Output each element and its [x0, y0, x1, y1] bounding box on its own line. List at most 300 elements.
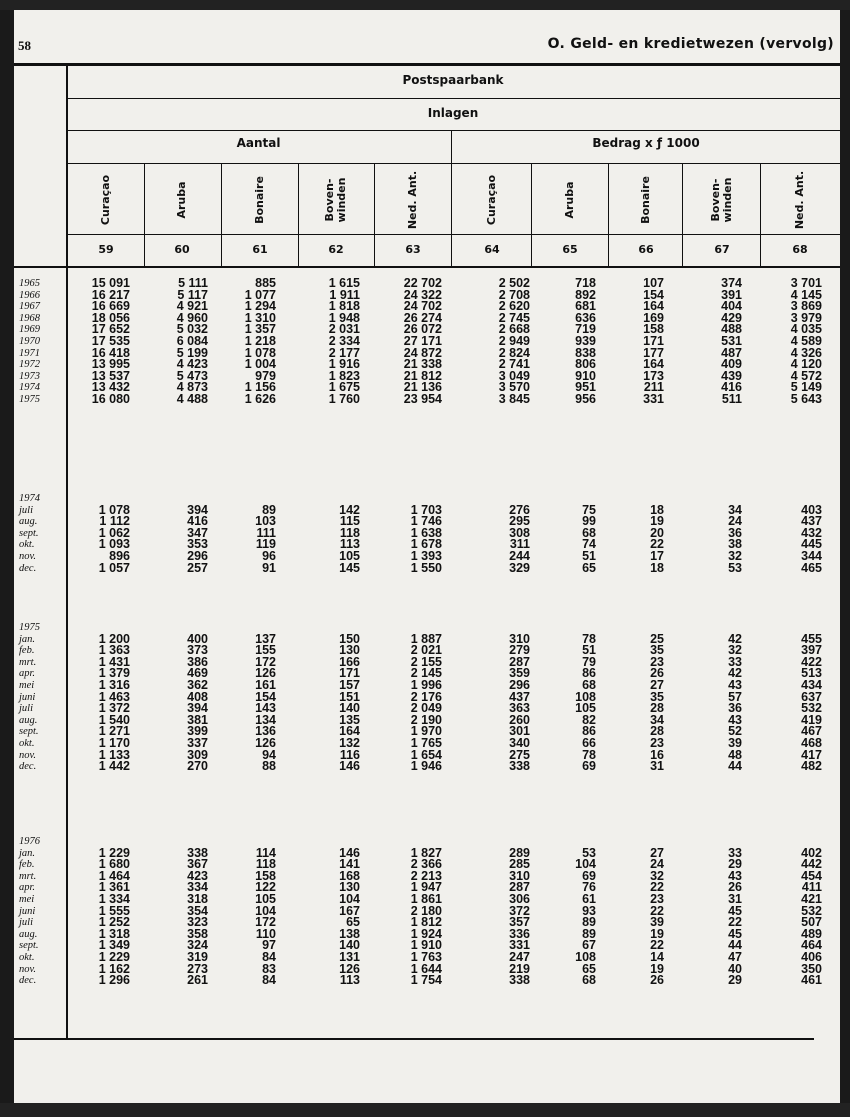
table-cell: 27 [650, 845, 664, 860]
col-divider-6 [608, 164, 609, 266]
data-column-64 [470, 622, 530, 773]
table-cell: 22 [728, 915, 742, 930]
data-column-68 [762, 493, 822, 574]
table-cell: 43 [728, 712, 742, 727]
table-cell: 806 [575, 357, 596, 372]
table-cell: 276 [509, 502, 530, 517]
table-cell: 1 948 [328, 310, 360, 325]
table-cell: 61 [582, 891, 596, 906]
table-cell: 261 [187, 973, 208, 988]
table-cell: 22 [650, 938, 664, 953]
table-cell: 171 [339, 666, 360, 681]
rule-colnames [66, 234, 840, 235]
table-cell: 29 [728, 973, 742, 988]
table-cell: 400 [187, 631, 208, 646]
table-cell: 1 746 [410, 514, 442, 529]
table-cell: 142 [339, 502, 360, 517]
col-divider-7 [682, 164, 683, 266]
data-column-59 [70, 622, 130, 773]
row-label: 1976 [19, 836, 40, 847]
table-cell: 110 [255, 926, 276, 941]
column-name-62: Boven- winden [323, 177, 348, 223]
table-cell: 411 [801, 880, 822, 895]
table-cell: 28 [650, 724, 664, 739]
column-number-65: 65 [562, 243, 578, 256]
table-cell: 442 [801, 857, 822, 872]
data-column-61 [216, 493, 276, 574]
table-cell: 2 176 [410, 689, 442, 704]
table-cell: 1 555 [98, 903, 130, 918]
table-cell: 104 [255, 903, 276, 918]
table-cell: 93 [582, 903, 596, 918]
table-cell: 4 035 [790, 322, 822, 337]
column-name-59: Curaçao [99, 174, 112, 226]
table-cell: 5 199 [176, 345, 208, 360]
data-column-63 [382, 493, 442, 574]
table-cell: 65 [346, 915, 360, 930]
table-cell: 88 [262, 759, 276, 774]
table-cell: 4 145 [790, 287, 822, 302]
table-cell: 211 [643, 380, 664, 395]
table-cell: 324 [187, 938, 208, 953]
table-cell: 323 [187, 915, 208, 930]
table-cell: 1 218 [244, 333, 276, 348]
table-cell: 26 [728, 880, 742, 895]
table-cell: 86 [582, 666, 596, 681]
row-label: feb. [19, 859, 35, 871]
data-column-64 [470, 836, 530, 987]
table-cell: 1 442 [98, 759, 130, 774]
table-cell: 135 [339, 712, 360, 727]
table-cell: 386 [187, 654, 208, 669]
table-cell: 487 [721, 345, 742, 360]
table-cell: 1 464 [98, 868, 130, 883]
table-cell: 86 [582, 724, 596, 739]
table-cell: 24 702 [403, 299, 442, 314]
table-cell: 22 702 [403, 276, 442, 290]
table-cell: 4 423 [176, 357, 208, 372]
data-column-62 [300, 493, 360, 574]
table-cell: 1 996 [410, 677, 442, 692]
table-cell: 21 136 [403, 380, 442, 395]
table-cell: 896 [109, 548, 130, 563]
table-cell: 681 [575, 299, 596, 314]
col-divider-1 [144, 164, 145, 266]
table-cell: 68 [582, 973, 596, 988]
table-cell: 111 [256, 525, 276, 540]
scan-top-edge [0, 0, 850, 10]
table-cell: 16 080 [91, 391, 130, 406]
data-column-65 [536, 493, 596, 574]
table-cell: 39 [650, 915, 664, 930]
data-column-66 [604, 278, 664, 406]
column-name-68: Ned. Ant. [793, 170, 806, 230]
table-cell: 337 [187, 735, 208, 750]
table-cell: 1 818 [328, 299, 360, 314]
table-cell: 260 [509, 712, 530, 727]
table-cell: 38 [728, 537, 742, 552]
data-column-68 [762, 622, 822, 773]
table-cell: 23 [650, 654, 664, 669]
table-cell: 394 [187, 701, 208, 716]
data-column-67 [682, 493, 742, 574]
table-cell: 1 334 [98, 891, 130, 906]
table-cell: 311 [509, 537, 530, 552]
table-cell: 416 [721, 380, 742, 395]
table-cell: 99 [582, 514, 596, 529]
table-cell: 84 [262, 949, 276, 964]
table-cell: 357 [509, 915, 530, 930]
table-cell: 910 [575, 368, 596, 383]
rule-inlagen [66, 130, 840, 131]
table-cell: 1 678 [410, 537, 442, 552]
row-label: 1972 [19, 359, 40, 371]
table-cell: 3 570 [498, 380, 530, 395]
table-cell: 16 669 [91, 299, 130, 314]
table-cell: 1 654 [410, 747, 442, 762]
data-column-65 [536, 622, 596, 773]
table-cell: 27 171 [403, 333, 442, 348]
table-cell: 75 [582, 502, 596, 517]
table-cell: 105 [255, 891, 276, 906]
table-cell: 367 [187, 857, 208, 872]
table-cell: 53 [728, 560, 742, 575]
table-cell: 511 [721, 391, 742, 406]
table-cell: 347 [187, 525, 208, 540]
table-cell: 171 [643, 333, 664, 348]
table-cell: 57 [728, 689, 742, 704]
table-cell: 423 [187, 868, 208, 883]
row-label: 1975 [19, 393, 40, 405]
table-cell: 161 [255, 677, 276, 692]
table-cell: 115 [339, 514, 360, 529]
table-cell: 338 [509, 759, 530, 774]
table-cell: 275 [509, 747, 530, 762]
table-cell: 336 [509, 926, 530, 941]
table-cell: 513 [801, 666, 822, 681]
table-cell: 2 708 [498, 287, 530, 302]
table-cell: 532 [801, 903, 822, 918]
table-cell: 344 [801, 548, 822, 563]
data-column-61 [216, 836, 276, 987]
table-cell: 362 [187, 677, 208, 692]
data-column-62 [300, 836, 360, 987]
table-cell: 531 [721, 333, 742, 348]
table-cell: 6 084 [176, 333, 208, 348]
table-cell: 3 845 [498, 391, 530, 406]
table-cell: 48 [728, 747, 742, 762]
table-cell: 15 091 [91, 276, 130, 290]
table-cell: 1 093 [98, 537, 130, 552]
table-cell: 114 [255, 845, 276, 860]
header-aantal: Aantal [236, 136, 281, 150]
table-cell: 126 [255, 666, 276, 681]
row-label: dec. [19, 975, 37, 987]
table-cell: 164 [339, 724, 360, 739]
row-label: sept. [19, 940, 39, 952]
column-name-64: Curaçao [485, 174, 498, 226]
table-cell: 2 031 [328, 322, 360, 337]
table-cell: 45 [728, 903, 742, 918]
row-label: 1966 [19, 289, 40, 301]
row-label: dec. [19, 562, 37, 574]
table-cell: 402 [801, 845, 822, 860]
table-cell: 1 970 [410, 724, 442, 739]
table-cell: 404 [721, 299, 742, 314]
data-column-66 [604, 836, 664, 987]
table-cell: 104 [575, 857, 596, 872]
row-labels-block-4 [19, 836, 65, 987]
table-cell: 126 [255, 735, 276, 750]
table-cell: 296 [187, 548, 208, 563]
table-cell: 18 056 [91, 310, 130, 325]
table-cell: 309 [187, 747, 208, 762]
table-cell: 465 [801, 560, 822, 575]
row-label: 1974 [19, 493, 40, 504]
row-label: jan. [19, 847, 36, 859]
table-cell: 892 [575, 287, 596, 302]
table-cell: 118 [255, 857, 276, 872]
table-cell: 44 [728, 938, 742, 953]
table-cell: 108 [575, 689, 596, 704]
table-cell: 31 [650, 759, 664, 774]
row-label: okt. [19, 737, 35, 749]
table-cell: 1 361 [98, 880, 130, 895]
table-cell: 1 296 [98, 973, 130, 988]
table-cell: 166 [339, 654, 360, 669]
table-cell: 132 [339, 735, 360, 750]
table-cell: 1 540 [98, 712, 130, 727]
table-cell: 416 [187, 514, 208, 529]
table-cell: 164 [643, 357, 664, 372]
table-cell: 3 701 [790, 276, 822, 290]
bottom-rule [14, 1038, 814, 1040]
table-cell: 134 [255, 712, 276, 727]
table-cell: 157 [339, 677, 360, 692]
table-cell: 1 363 [98, 643, 130, 658]
table-cell: 164 [643, 299, 664, 314]
rule-aantal-bedrag [66, 163, 840, 164]
table-cell: 39 [728, 735, 742, 750]
table-cell: 1 680 [98, 857, 130, 872]
table-cell: 78 [582, 631, 596, 646]
table-cell: 97 [262, 938, 276, 953]
table-cell: 89 [262, 502, 276, 517]
table-cell: 45 [728, 926, 742, 941]
data-column-67 [682, 836, 742, 987]
table-cell: 408 [187, 689, 208, 704]
table-cell: 338 [187, 845, 208, 860]
table-cell: 3 049 [498, 368, 530, 383]
table-cell: 4 960 [176, 310, 208, 325]
table-cell: 65 [582, 560, 596, 575]
table-cell: 3 869 [790, 299, 822, 314]
page-number: 58 [18, 38, 31, 53]
table-cell: 17 535 [91, 333, 130, 348]
table-cell: 1 765 [410, 735, 442, 750]
table-cell: 118 [339, 525, 360, 540]
table-cell: 340 [509, 735, 530, 750]
table-cell: 137 [255, 631, 276, 646]
table-cell: 637 [801, 689, 822, 704]
data-column-66 [604, 493, 664, 574]
table-cell: 1 812 [410, 915, 442, 930]
data-column-66 [604, 622, 664, 773]
row-label: dec. [19, 761, 37, 773]
row-label: nov. [19, 550, 37, 562]
table-cell: 285 [509, 857, 530, 872]
table-cell: 1 229 [98, 949, 130, 964]
table-cell: 403 [801, 502, 822, 517]
table-cell: 21 338 [403, 357, 442, 372]
column-name-61: Bonaire [253, 176, 266, 224]
table-cell: 455 [801, 631, 822, 646]
table-cell: 439 [721, 368, 742, 383]
table-cell: 1 763 [410, 949, 442, 964]
table-cell: 36 [728, 701, 742, 716]
table-cell: 138 [339, 926, 360, 941]
table-cell: 16 [650, 747, 664, 762]
table-cell: 399 [187, 724, 208, 739]
col-divider-8 [760, 164, 761, 266]
table-cell: 363 [509, 701, 530, 716]
table-cell: 1 924 [410, 926, 442, 941]
table-cell: 5 473 [176, 368, 208, 383]
data-column-68 [762, 278, 822, 406]
row-label: juli [19, 703, 34, 715]
column-number-64: 64 [484, 243, 500, 256]
aantal-bedrag-divider [451, 131, 452, 266]
table-cell: 353 [187, 537, 208, 552]
table-cell: 18 [650, 560, 664, 575]
row-label: aug. [19, 928, 38, 940]
table-cell: 22 [650, 880, 664, 895]
table-cell: 28 [650, 701, 664, 716]
table-cell: 24 [650, 857, 664, 872]
table-cell: 295 [509, 514, 530, 529]
table-cell: 40 [728, 961, 742, 976]
table-cell: 939 [575, 333, 596, 348]
table-cell: 43 [728, 868, 742, 883]
table-cell: 1 550 [410, 560, 442, 575]
row-label: mei [19, 679, 35, 691]
table-cell: 359 [509, 666, 530, 681]
table-cell: 2 180 [410, 903, 442, 918]
table-cell: 437 [509, 689, 530, 704]
table-cell: 308 [509, 525, 530, 540]
table-cell: 1 626 [244, 391, 276, 406]
table-cell: 172 [255, 915, 276, 930]
table-cell: 421 [801, 891, 822, 906]
table-cell: 397 [801, 643, 822, 658]
table-cell: 467 [801, 724, 822, 739]
table-cell: 1 318 [98, 926, 130, 941]
row-label: apr. [19, 668, 36, 680]
table-cell: 140 [339, 701, 360, 716]
data-column-60 [148, 836, 208, 987]
data-column-65 [536, 278, 596, 406]
table-cell: 1 310 [244, 310, 276, 325]
table-cell: 1 252 [98, 915, 130, 930]
table-cell: 1 760 [328, 391, 360, 406]
table-cell: 22 [650, 537, 664, 552]
top-rule [14, 63, 840, 66]
table-cell: 69 [582, 868, 596, 883]
table-cell: 25 [650, 631, 664, 646]
table-cell: 422 [801, 654, 822, 669]
table-cell: 44 [728, 759, 742, 774]
row-label: nov. [19, 963, 37, 975]
column-name-65: Aruba [563, 181, 576, 219]
row-label: juni [19, 905, 36, 917]
table-cell: 154 [255, 689, 276, 704]
row-label: juni [19, 691, 36, 703]
table-cell: 177 [643, 345, 664, 360]
table-cell: 454 [801, 868, 822, 883]
row-label: aug. [19, 714, 38, 726]
table-cell: 1 077 [244, 287, 276, 302]
row-label: 1975 [19, 622, 40, 633]
table-cell: 1 170 [98, 735, 130, 750]
table-cell: 1 294 [244, 299, 276, 314]
table-cell: 113 [339, 973, 360, 988]
column-name-60: Aruba [175, 181, 188, 219]
table-cell: 35 [650, 643, 664, 658]
table-cell: 310 [509, 631, 530, 646]
table-cell: 409 [721, 357, 742, 372]
table-cell: 4 326 [790, 345, 822, 360]
table-cell: 461 [801, 973, 822, 988]
table-cell: 13 432 [91, 380, 130, 395]
table-cell: 5 111 [178, 276, 208, 290]
table-cell: 76 [582, 880, 596, 895]
table-cell: 119 [255, 537, 276, 552]
table-cell: 140 [339, 938, 360, 953]
table-cell: 287 [509, 654, 530, 669]
col-divider-3 [298, 164, 299, 266]
table-cell: 1 393 [410, 548, 442, 563]
table-cell: 1 644 [410, 961, 442, 976]
table-cell: 1 078 [244, 345, 276, 360]
table-cell: 489 [801, 926, 822, 941]
table-cell: 107 [643, 276, 664, 290]
table-cell: 2 155 [410, 654, 442, 669]
table-cell: 16 418 [91, 345, 130, 360]
data-column-63 [382, 622, 442, 773]
table-cell: 1 675 [328, 380, 360, 395]
table-cell: 65 [582, 961, 596, 976]
table-cell: 719 [575, 322, 596, 337]
table-cell: 1 911 [329, 287, 360, 302]
table-cell: 445 [801, 537, 822, 552]
table-cell: 172 [255, 654, 276, 669]
table-cell: 1 229 [98, 845, 130, 860]
table-cell: 2 021 [410, 643, 442, 658]
table-cell: 1 004 [244, 357, 276, 372]
header-inlagen: Inlagen [427, 106, 479, 120]
table-cell: 24 322 [403, 287, 442, 302]
row-label: mrt. [19, 656, 37, 668]
table-cell: 1 112 [99, 514, 130, 529]
table-cell: 74 [582, 537, 596, 552]
table-cell: 1 379 [98, 666, 130, 681]
stub-divider [66, 66, 68, 1038]
col-divider-5 [531, 164, 532, 266]
table-cell: 273 [187, 961, 208, 976]
table-cell: 1 062 [98, 525, 130, 540]
table-cell: 391 [721, 287, 742, 302]
table-cell: 1 638 [410, 525, 442, 540]
